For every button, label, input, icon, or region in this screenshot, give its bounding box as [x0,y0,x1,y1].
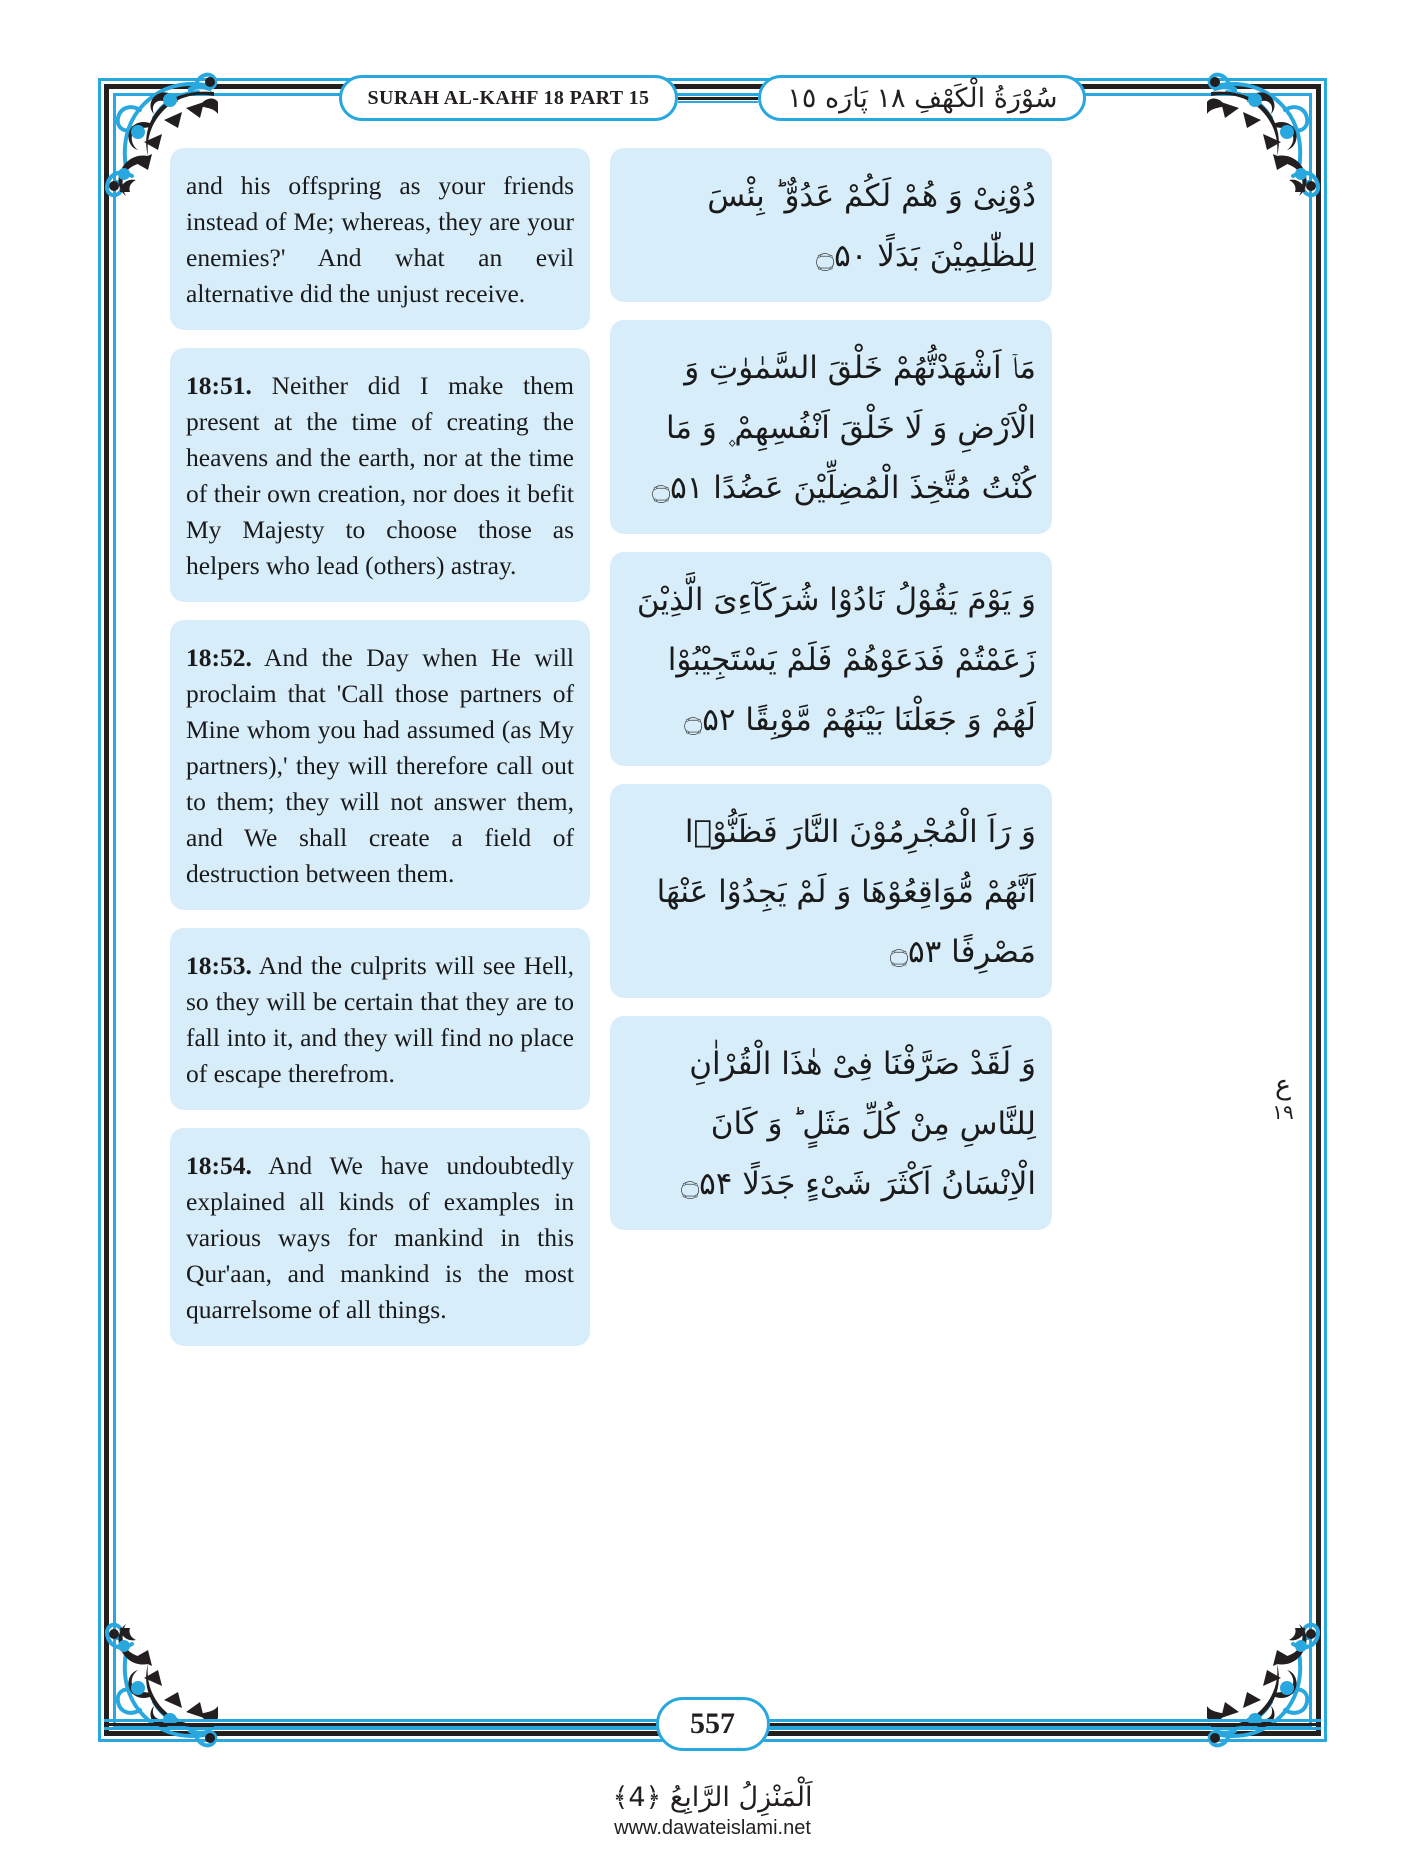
manzil-label: اَلْمَنْزِلُ الرَّابِعُ ﴿4﴾ [612,1782,813,1813]
page-header [113,70,1312,126]
website-url[interactable]: www.dawateislami.net [614,1817,811,1839]
verse-number: 18:51. [186,371,252,400]
verse-translation-text: And the culprits will see Hell, so they will be certain that they are to fall into it, and they will find no place of escape therefrom. [186,951,574,1088]
verse-number: 18:54. [186,1151,252,1180]
surah-banner-arabic [758,75,1086,121]
verse-columns [170,148,1255,1346]
translation-column [170,148,590,1346]
arabic-verse-block: وَ یَوْمَ یَقُوْلُ نَادُوْا شُرَكَآءِیَ الَّذِیْنَ زَعَمْتُمْ فَدَعَوْهُمْ فَلَمْ یَسْتَجِیْبُوْا لَهُمْ وَ جَعَلْنَا بَیْنَهُمْ مَّوْبِقًا ۝۵۲ [610,552,1052,766]
translation-block [170,620,590,910]
page-number: 557 [690,1707,735,1740]
page-bottom-meta [0,1782,1425,1840]
page-footer [104,1696,1321,1752]
translation-block [170,348,590,602]
arabic-verse-block: دُوْنِیْ وَ هُمْ لَكُمْ عَدُوٌّ ؕ بِئْسَ لِلظّٰلِمِیْنَ بَدَلًا ۝۵۰ [610,148,1052,302]
header-divider-rule [678,93,758,103]
ruku-number: ١٩ [1272,1100,1294,1125]
arabic-column [610,148,1052,1346]
verse-translation-text: and his offspring as your friends instead of Me; whereas, they are your enemies?' And what an evil alternative did the unjust receive. [186,171,574,308]
footer-rule-right [766,1719,1322,1730]
surah-title-english: SURAH AL-KAHF 18 PART 15 [367,86,650,109]
verse-number: 18:52. [186,643,252,672]
surah-title-arabic: سُوْرَةُ الْكَهْفِ ١٨ پَارَه ١٥ [787,82,1058,114]
arabic-verse-block: مَاۤ اَشْهَدْتُّهُمْ خَلْقَ السَّمٰوٰتِ وَ الْاَرْضِ وَ لَا خَلْقَ اَنْفُسِهِمْ ۪ وَ مَا كُنْتُ مُتَّخِذَ الْمُضِلِّیْنَ عَضُدًا ۝۵۱ [610,320,1052,534]
translation-block [170,928,590,1110]
verse-number: 18:53. [186,951,252,980]
verse-translation-text: And We have undoubtedly explained all kinds of examples in various ways for mankind in this Qur'aan, and mankind is the most quarrelsome of all things. [186,1151,574,1324]
translation-block [170,148,590,330]
arabic-verse-block: وَ رَاَ الْمُجْرِمُوْنَ النَّارَ فَظَنُّوْۤا اَنَّهُمْ مُّوَاقِعُوْهَا وَ لَمْ یَجِدُوْا عَنْهَا مَصْرِفًا ۝۵۳ [610,784,1052,998]
footer-rule-left [104,1719,660,1730]
surah-banner-english [339,75,679,121]
page-number-badge [656,1697,770,1751]
ruku-glyph-icon: ع [1274,1070,1292,1101]
verse-translation-text: And the Day when He will proclaim that 'Call those partners of Mine whom you had assumed (as My partners),' they will therefore call out to them; they will not answer them, and We shall create a field of destruction between them. [186,643,574,888]
verse-translation-text: Neither did I make them present at the time of creating the heavens and the earth, nor at the time of their own creation, nor does it befit My Majesty to choose those as helpers who lead (others) astray. [186,371,575,580]
translation-block [170,1128,590,1346]
arabic-verse-block: وَ لَقَدْ صَرَّفْنَا فِیْ هٰذَا الْقُرْاٰنِ لِلنَّاسِ مِنْ كُلِّ مَثَلٍ ؕ وَ كَانَ الْاِنْسَانُ اَكْثَرَ شَیْءٍ جَدَلًا ۝۵۴ [610,1016,1052,1230]
ruku-marker [1263,1070,1303,1124]
